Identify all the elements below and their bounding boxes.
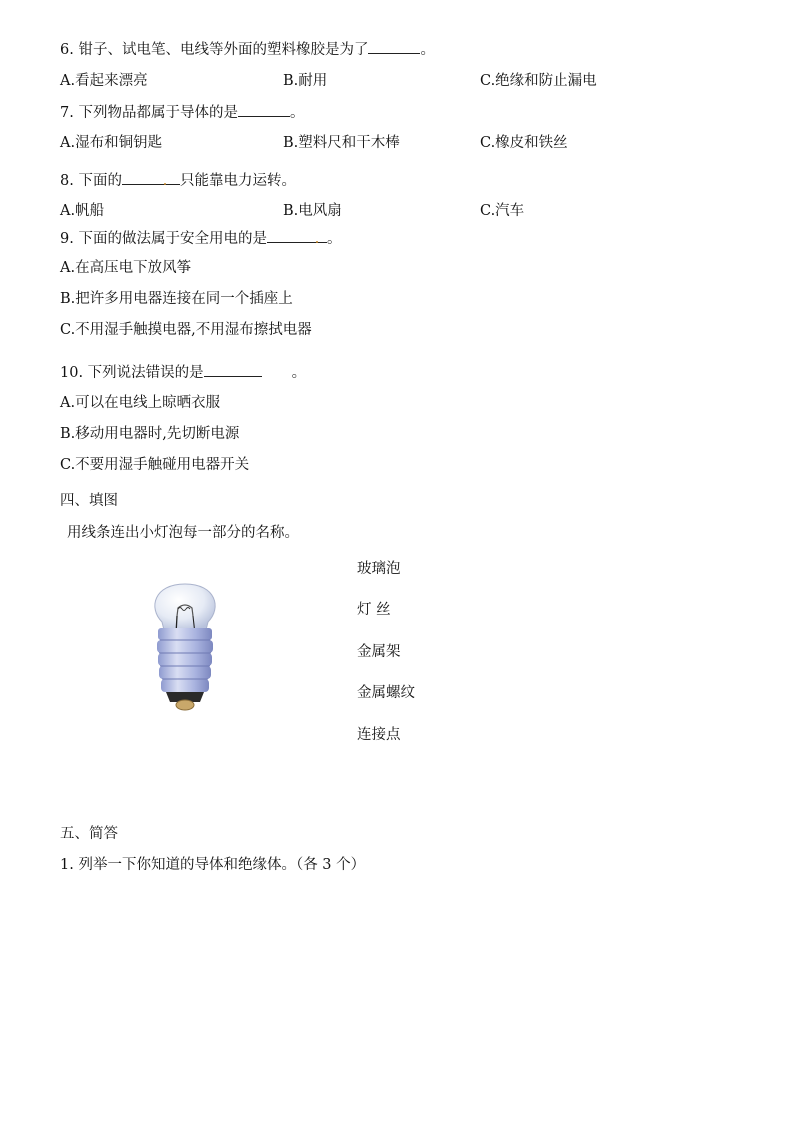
option-c[interactable]: C.绝缘和防止漏电 xyxy=(480,73,597,89)
glass-bulb xyxy=(155,584,215,630)
option-c[interactable]: C.汽车 xyxy=(480,203,525,219)
section-heading: 四、填图 xyxy=(60,493,118,509)
option-b[interactable]: B.电风扇 xyxy=(283,203,342,219)
answer-blank[interactable] xyxy=(204,362,262,377)
answer-blank[interactable] xyxy=(238,102,290,117)
ink-dot xyxy=(316,241,318,243)
connection-point xyxy=(176,700,194,710)
question-8: 8. 下面的 只能靠电力运转。 xyxy=(60,170,296,191)
ink-dot xyxy=(164,183,166,185)
question-10: 10. 下列说法错误的是 。 xyxy=(60,362,306,383)
answer-blank[interactable] xyxy=(122,170,180,185)
label-glass-bulb[interactable]: 玻璃泡 xyxy=(357,561,401,577)
label-filament[interactable]: 灯 丝 xyxy=(357,602,391,618)
label-metal-thread[interactable]: 金属螺纹 xyxy=(357,685,415,701)
option-c[interactable]: C.不用湿手触摸电器,不用湿布擦拭电器 xyxy=(60,322,312,338)
metal-thread xyxy=(158,628,212,640)
question-9-stem: 9. 下面的做法属于安全用电的是 xyxy=(60,231,267,247)
option-a[interactable]: A.可以在电线上晾晒衣服 xyxy=(60,395,221,411)
option-a[interactable]: A.在高压电下放风筝 xyxy=(60,260,192,276)
question-6: 6. 钳子、试电笔、电线等外面的塑料橡胶是为了 。 xyxy=(60,39,435,60)
question-8-stem: 8. 下面的 xyxy=(60,173,122,189)
option-c[interactable]: C.橡皮和铁丝 xyxy=(480,135,568,151)
question-9: 9. 下面的做法属于安全用电的是 。 xyxy=(60,228,341,249)
option-b[interactable]: B.耐用 xyxy=(283,73,328,89)
option-a[interactable]: A.湿布和铜钥匙 xyxy=(60,135,163,151)
option-b[interactable]: B.把许多用电器连接在同一个插座上 xyxy=(60,291,293,307)
option-a[interactable]: A.看起来漂亮 xyxy=(60,73,148,89)
option-b[interactable]: B.移动用电器时,先切断电源 xyxy=(60,426,240,442)
label-connection-point[interactable]: 连接点 xyxy=(357,727,401,743)
short-answer-question-1: 1. 列举一下你知道的导体和绝缘体。（各 3 个） xyxy=(60,857,366,873)
question-7-stem: 7. 下列物品都属于导体的是 xyxy=(60,105,238,121)
answer-blank[interactable] xyxy=(368,39,420,54)
option-c[interactable]: C.不要用湿手触碰用电器开关 xyxy=(60,457,250,473)
question-10-stem: 10. 下列说法错误的是 xyxy=(60,365,204,381)
section-heading: 五、简答 xyxy=(60,826,118,842)
section-instruction: 用线条连出小灯泡每一部分的名称。 xyxy=(67,525,299,541)
label-metal-support[interactable]: 金属架 xyxy=(357,644,401,660)
question-7: 7. 下列物品都属于导体的是 。 xyxy=(60,102,304,123)
question-6-stem: 6. 钳子、试电笔、电线等外面的塑料橡胶是为了 xyxy=(60,42,369,58)
light-bulb-illustration xyxy=(140,578,240,728)
option-a[interactable]: A.帆船 xyxy=(60,203,105,219)
option-b[interactable]: B.塑料尺和干木棒 xyxy=(283,135,400,151)
